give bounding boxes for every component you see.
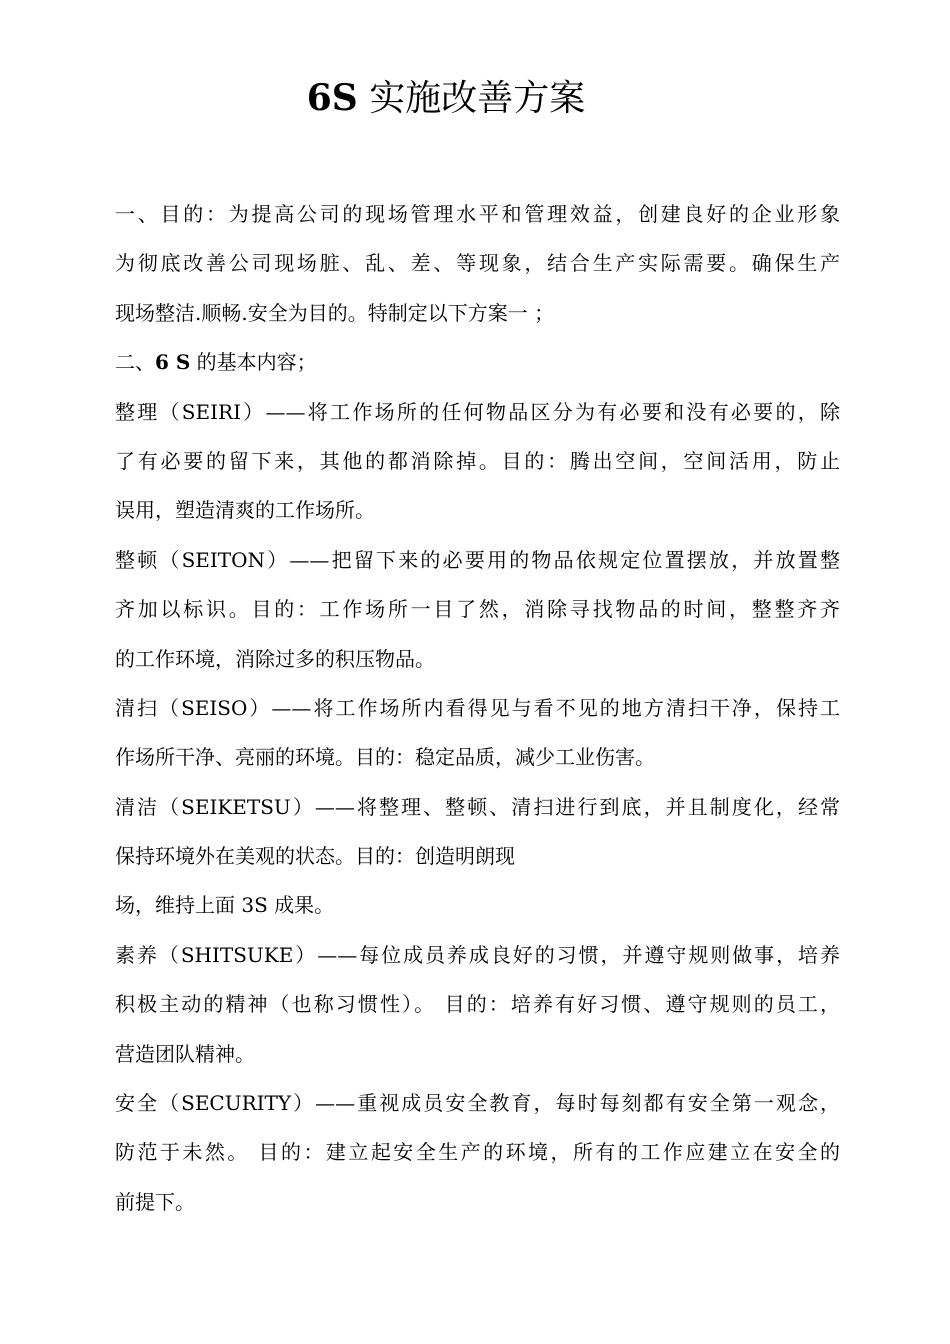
text-line: 素养（SHITSUKE）——每位成员养成良好的习惯，并遵守规则做事，培养 (115, 942, 840, 967)
text-line: 前提下。 (115, 1189, 195, 1214)
text-line: 一、目的：为提高公司的现场管理水平和管理效益，创建良好的企业形象 (115, 202, 840, 226)
text-line: 的工作环境，消除过多的积压物品。 (115, 646, 435, 671)
text-line: 了有必要的留下来，其他的都消除掉。目的：腾出空间，空间活用，防止 (115, 448, 840, 473)
text-line: 积极主动的精神（也称习惯性）。 目的：培养有好习惯、遵守规则的员工， (115, 992, 840, 1017)
document-body (115, 190, 840, 1227)
text-line: 现场整洁.顺畅.安全为目的。特制定以下方案一 ； (115, 300, 555, 325)
section-heading (115, 338, 840, 387)
section-heading-text: 的基本内容； (190, 350, 317, 375)
text-line: 营造团队精神。 (115, 1041, 255, 1066)
text-line: 安全（SECURITY）——重视成员安全教育，每时每刻都有安全第一观念， (115, 1091, 840, 1116)
text-line: 防范于未然。 目的：建立起安全生产的环境，所有的工作应建立在安全的 (115, 1140, 840, 1165)
text-line: 保持环境外在美观的状态。目的：创造明朗现 (115, 844, 515, 869)
text-line: 误用，塑造清爽的工作场所。 (115, 498, 375, 523)
text-line: 整顿（SEITON）——把留下来的必要用的物品依规定位置摆放，并放置整 (115, 547, 840, 572)
title-6s: 6S (306, 77, 358, 119)
section-6s: 6 S (155, 350, 191, 375)
title-text: 实施改善方案 (357, 78, 586, 119)
text-line: 清洁（SEIKETSU）——将整理、整顿、清扫进行到底，并且制度化，经常 (115, 794, 840, 819)
text-line: 场，维持上面 3S 成果。 (115, 893, 335, 918)
text-line: 齐加以标识。目的：工作场所一目了然，消除寻找物品的时间，整整齐齐 (115, 597, 840, 622)
section-number: 二、 (115, 350, 155, 375)
text-line: 作场所干净、亮丽的环境。目的：稳定品质，减少工业伤害。 (115, 745, 655, 770)
page-title (0, 72, 892, 125)
text-line: 为彻底改善公司现场脏、乱、差、等现象，结合生产实际需要。确保生产 (115, 251, 840, 276)
text-line: 清扫（SEISO）——将工作场所内看得见与看不见的地方清扫干净，保持工 (115, 695, 840, 720)
text-line: 整理（SEIRI）——将工作场所的任何物品区分为有必要和没有必要的，除 (115, 399, 840, 424)
